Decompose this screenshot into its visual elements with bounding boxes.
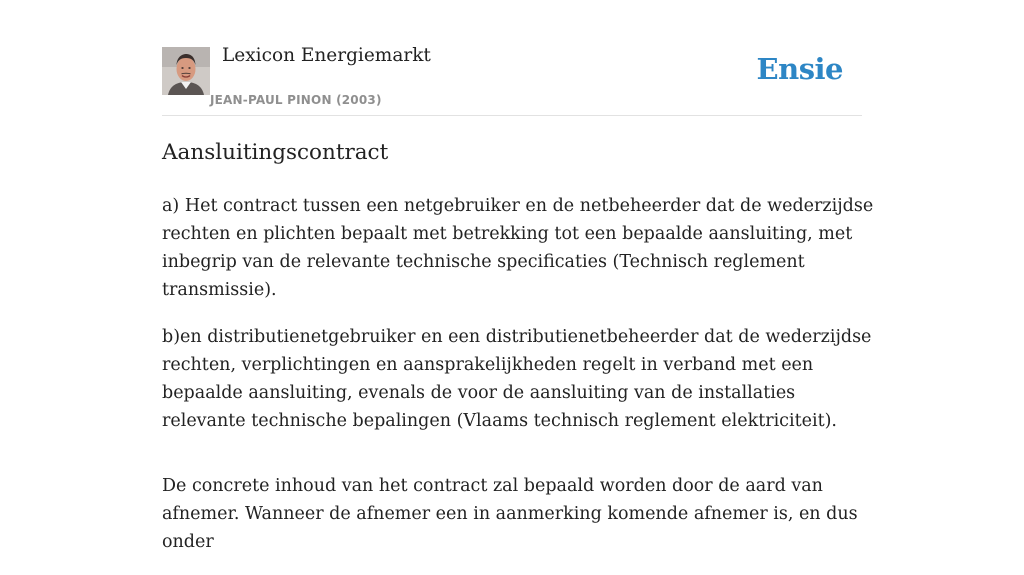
entry-paragraph-a: a) Het contract tussen een netgebruiker en de netbeheerder dat de wederzijdse rechten en plichten bepaalt met betrekking tot een bepaalde aansluiting, met inbegrip van de relevante technische specificaties (Technisch reglement transmissie). — [162, 196, 874, 300]
entry-paragraph-b: b)en distributienetgebruiker en een distributienetbeheerder dat de wederzijdse rechten, verplichtingen en aansprakelijkheden regelt in verband met een bepaalde aansluiting, evenals de voor de aansluiting van de installaties relevante technische bepalingen (Vlaams technisch reglement elektriciteit). — [162, 327, 872, 431]
entry-paragraph-c: De concrete inhoud van het contract zal bepaald worden door de aard van afnemer. Wanneer de afnemer een in aanmerking komende afnemer is, en dus onder — [162, 476, 858, 552]
entry-container — [162, 0, 874, 552]
author-portrait-icon — [162, 47, 210, 95]
author-avatar[interactable] — [162, 47, 210, 95]
ensie-logo[interactable]: Ensie — [756, 52, 843, 86]
entry-title: Aansluitingscontract — [162, 140, 389, 165]
book-title[interactable]: Lexicon Energiemarkt — [222, 45, 431, 66]
author-name[interactable]: JEAN-PAUL PINON (2003) — [210, 93, 382, 107]
entry-header — [162, 0, 862, 116]
entry-body — [162, 192, 882, 575]
